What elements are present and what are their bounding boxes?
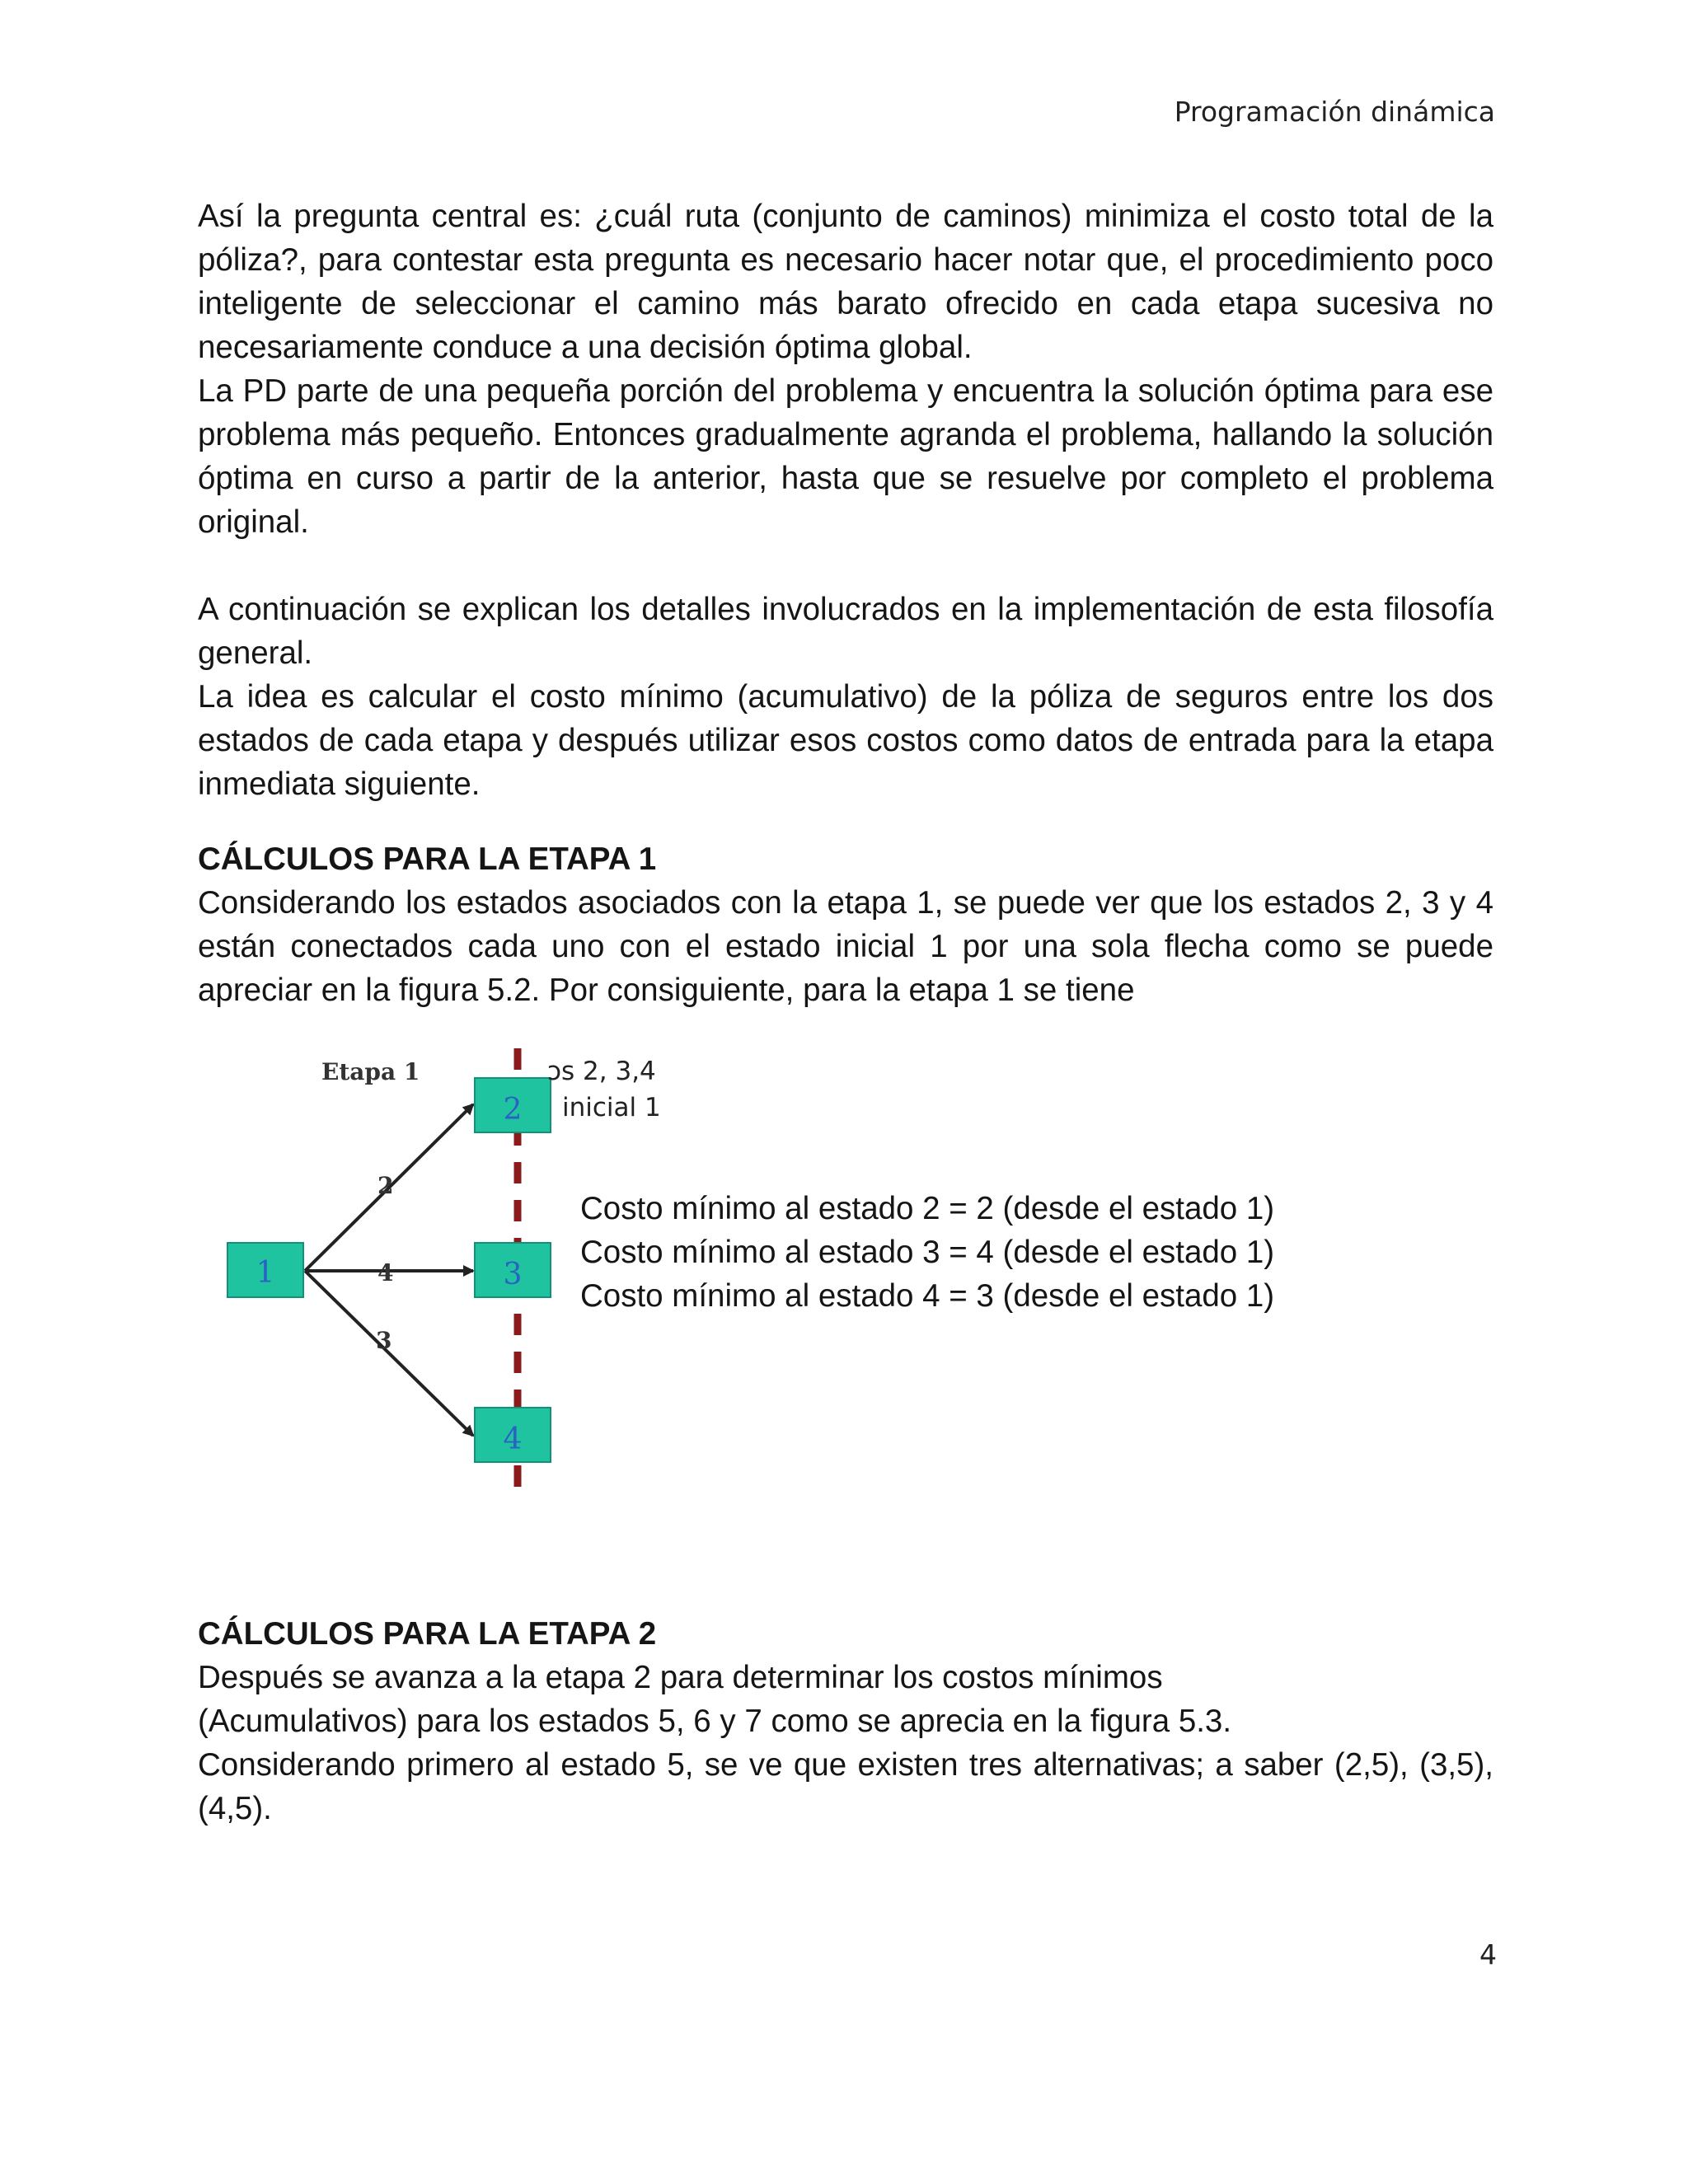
spacer (198, 1581, 1493, 1612)
spacer (198, 544, 1493, 588)
paragraph: La PD parte de una pequeña porción del problema y encuentra la solución óptima para ese problema más pequeño. Entonces gradualmente agranda el problema, hallando la solución óptima en curso a partir de la anterior, hasta que se resuelve por completo el problema original. (198, 373, 1493, 540)
state-node-1-label: 1 (256, 1256, 275, 1290)
edge-weight-1-2: 2 (377, 1172, 394, 1199)
paragraph-line: Después se avanza a la etapa 2 para determinar los costos mínimos (198, 1660, 1163, 1695)
figure-stage-1 (198, 1037, 1493, 1581)
paragraph: La idea es calcular el costo mínimo (acumulativo) de la póliza de seguros entre los dos estados de cada etapa y después utilizar esos costos como datos de entrada para la etapa inmediata siguiente. (198, 679, 1493, 802)
figure-overlay-text-1: ɔs 2, 3,4 (547, 1057, 656, 1086)
paragraph-line: (Acumulativos) para los estados 5, 6 y 7 como se aprecia en la figura 5.3. (198, 1704, 1232, 1739)
stage-label: Etapa 1 (321, 1058, 420, 1085)
page-number: 4 (1479, 1938, 1497, 1971)
state-node-3-label: 3 (503, 1258, 523, 1291)
minimum-cost-state-2: Costo mínimo al estado 2 = 2 (desde el estado 1) (580, 1191, 1275, 1226)
section-heading-stage-1: CÁLCULOS PARA LA ETAPA 1 (198, 841, 657, 877)
document-body (198, 194, 1493, 1830)
state-node-4-label: 4 (503, 1422, 523, 1456)
state-node-2-label: 2 (503, 1093, 523, 1127)
paragraph: Así la pregunta central es: ¿cuál ruta (conjunto de caminos) minimiza el costo total de la póliza?, para contestar esta pregunta es necesario hacer notar que, el procedimiento poco inteligente de seleccionar el camino más barato ofrecido en cada etapa sucesiva no necesariamente conduce a una decisión óptima global. (198, 199, 1493, 365)
paragraph: A continuación se explican los detalles involucrados en la implementación de esta filosofía general. (198, 592, 1493, 671)
section-heading-stage-2: CÁLCULOS PARA LA ETAPA 2 (198, 1616, 657, 1652)
edge-weight-1-3: 4 (377, 1259, 394, 1286)
paragraph: Considerando los estados asociados con la etapa 1, se puede ver que los estados 2, 3 y 4 están conectados cada uno con el estado inicial 1 por una sola flecha como se puede apreciar en la figura 5.2. Por consiguiente, para la etapa 1 se tiene (198, 885, 1493, 1008)
paragraph: Considerando primero al estado 5, se ve que existen tres alternativas; a saber (2,5), (3,5), (4,5). (198, 1747, 1493, 1826)
figure-overlay-text-2: inicial 1 (562, 1093, 661, 1122)
minimum-cost-state-4: Costo mínimo al estado 4 = 3 (desde el estado 1) (580, 1278, 1275, 1314)
minimum-cost-list (580, 1187, 1274, 1318)
edge-weight-1-4: 3 (376, 1327, 392, 1354)
minimum-cost-state-3: Costo mínimo al estado 3 = 4 (desde el estado 1) (580, 1235, 1275, 1270)
spacer (198, 806, 1493, 837)
running-header: Programación dinámica (1174, 96, 1495, 128)
